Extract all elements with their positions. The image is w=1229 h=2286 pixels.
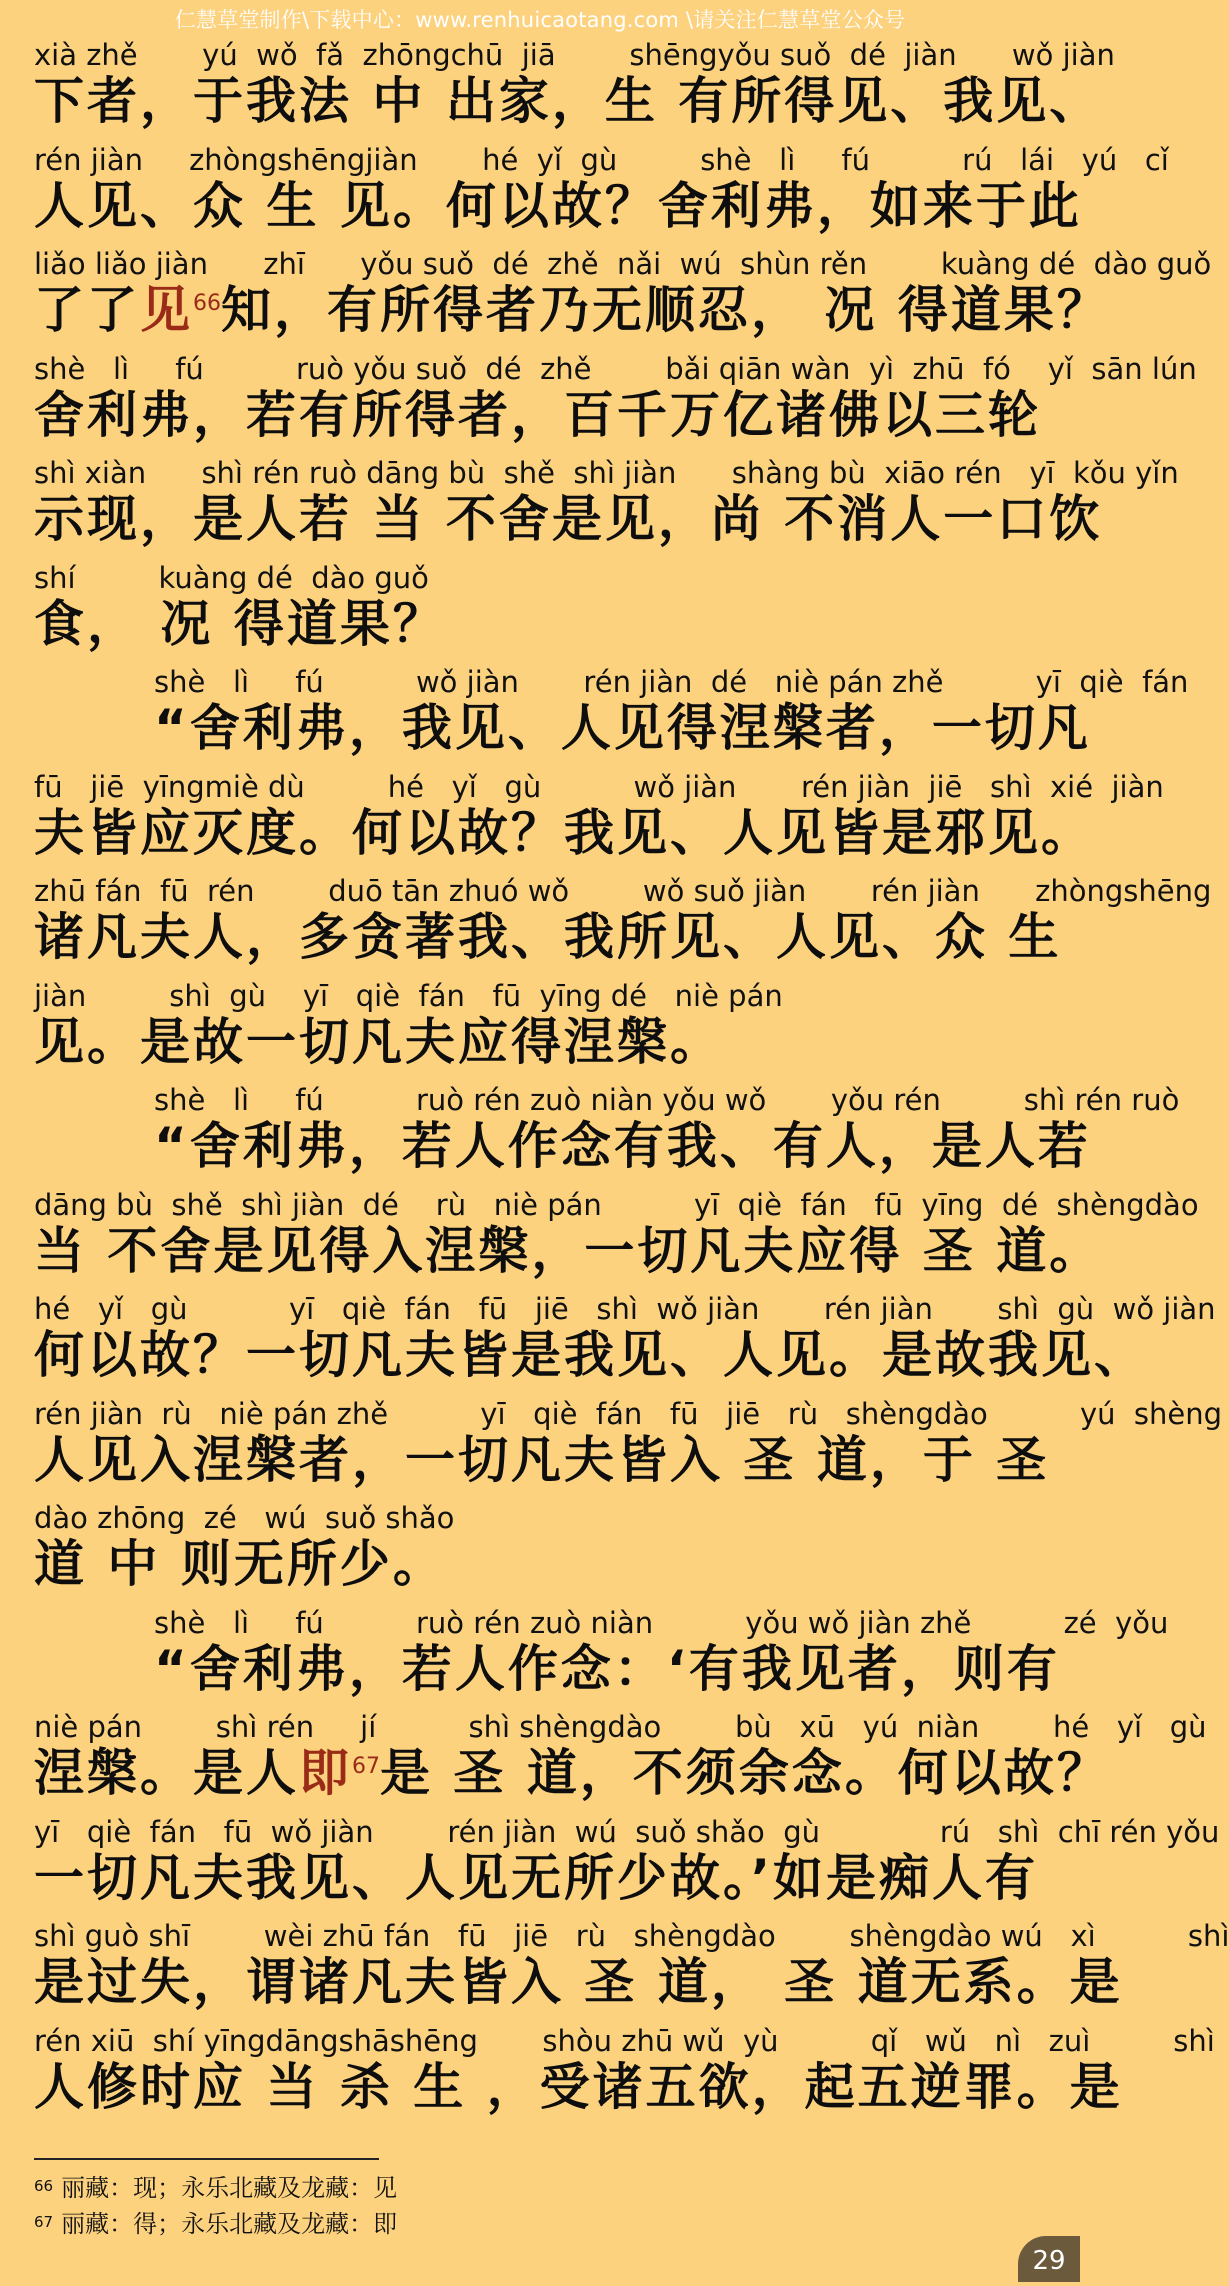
hanzi-row: 是过失，谓诸凡夫皆入 圣 道， 圣 道无系。是 (34, 1953, 1123, 2011)
hanzi-row (34, 281, 1110, 339)
text-line (34, 1605, 1169, 1711)
hanzi-row: 一切凡夫我见、人见无所少故。’如是痴人有 (34, 1848, 1038, 1907)
hanzi-row: “舍利弗，若人作念：‘有我见者，则有 (154, 1639, 1060, 1698)
variant-character: 即 (299, 1744, 352, 1802)
hanzi-segment: 知，有所得者乃无顺忍， 况 得道果？ (221, 281, 1110, 339)
pinyin-row: niè pán shì rén jí shì shèngdào bù xū yú niàn hé yǐ gù (34, 1710, 1207, 1744)
pinyin-row: liǎo liǎo jiàn zhī yǒu suǒ dé zhě nǎi wú shùn rěn kuàng dé dào guǒ (34, 247, 1212, 281)
pinyin-row: zhū fán fū rén duō tān zhuó wǒ wǒ suǒ jiàn rén jiàn zhòngshēng (34, 874, 1212, 908)
footnotes (34, 2170, 397, 2242)
hanzi-row: 舍利弗，若有所得者，百千万亿诸佛以三轮 (34, 385, 1041, 444)
text-line (34, 874, 1212, 979)
text-line (34, 979, 1049, 1084)
pinyin-row: dào zhōng zé wú suǒ shǎo (34, 1501, 455, 1535)
text-line (34, 142, 1169, 248)
pinyin-row: shè lì fú wǒ jiàn rén jiàn dé niè pán zhě yī qiè fán (154, 665, 1189, 699)
hanzi-row: 诸凡夫人，多贪著我、我所见、人见、众 生 (34, 908, 1062, 966)
footnote-ref[interactable]: 66 (193, 291, 221, 316)
hanzi-row: 食， 况 得道果？ (34, 594, 446, 653)
pinyin-row: jiàn shì gù yī qiè fán fū yīng dé niè pán (34, 978, 783, 1013)
hanzi-row: 示现，是人若 当 不舍是见，尚 不消人一口饮 (34, 490, 1103, 548)
footnote-number: 66 (34, 2177, 54, 2195)
hanzi-row: “舍利弗，若人作念有我、有人，是人若 (154, 1117, 1091, 1175)
pinyin-row: shí kuàng dé dào guǒ (34, 560, 429, 595)
hanzi-row: 当 不舍是见得入涅槃，一切凡夫应得 圣 道。 (34, 1221, 1103, 1280)
text-line (34, 351, 1197, 457)
pinyin-row: fū jiē yīngmiè dù hé yǐ gù wǒ jiàn rén jiàn jiē shì xié jiàn (34, 769, 1164, 804)
header-watermark: 仁慧草堂制作\下载中心：www.renhuicaotang.com \请关注仁慧草堂公众号 (174, 8, 906, 32)
hanzi-row (34, 1744, 1110, 1802)
pinyin-row: rén jiàn rù niè pán zhě yī qiè fán fū jiē rù shèngdào yú shèng (34, 1396, 1223, 1431)
pinyin-row: rén xiū shí yīngdāngshāshēng shòu zhū wǔ yù qǐ wǔ nì zuì shì (34, 2023, 1215, 2058)
text-line (34, 1814, 1220, 1920)
text-line (34, 1187, 1199, 1293)
footnote-number: 67 (34, 2213, 54, 2231)
pinyin-row: shì xiàn shì rén ruò dāng bù shě shì jiàn shàng bù xiāo rén yī kǒu yǐn (34, 456, 1179, 490)
text-line (34, 247, 1212, 352)
text-line (34, 1292, 1216, 1397)
pinyin-row: yī qiè fán fū wǒ jiàn rén jiàn wú suǒ shǎo gù rú shì chī rén yǒu (34, 1814, 1220, 1849)
hanzi-row: 人见入涅槃者，一切凡夫皆入 圣 道，于 圣 (34, 1430, 1050, 1489)
text-line (34, 1396, 1223, 1502)
footnote-divider (34, 2158, 379, 2160)
footnote-ref[interactable]: 67 (352, 1754, 380, 1779)
text-line (34, 1710, 1207, 1815)
hanzi-row: “舍利弗，我见、人见得涅槃者，一切凡 (154, 699, 1091, 757)
hanzi-segment: 涅槃。是人 (34, 1744, 299, 1802)
text-line (34, 665, 1189, 770)
hanzi-row: 人见、众 生 见。何以故？舍利弗，如来于此 (34, 176, 1082, 235)
hanzi-row: 下者，于我法 中 出家，生 有所得见、我见、 (34, 72, 1103, 130)
hanzi-row: 见。是故一切凡夫应得涅槃。 (34, 1012, 723, 1071)
footnote-text: 丽藏：得；永乐北藏及龙藏：即 (61, 2210, 398, 2238)
hanzi-row: 夫皆应灭度。何以故？我见、人见皆是邪见。 (34, 803, 1094, 862)
pinyin-row: shè lì fú ruò rén zuò niàn yǒu wǒ jiàn zhě zé yǒu (154, 1605, 1169, 1640)
pinyin-row: shì guò shī wèi zhū fán fū jiē rù shèngdào shèngdào wú xì shì (34, 1919, 1229, 1953)
hanzi-segment: 了了 (34, 281, 140, 339)
text-line (34, 1083, 1180, 1188)
pinyin-row: xià zhě yú wǒ fǎ zhōngchū jiā shēngyǒu suǒ dé jiàn wǒ jiàn (34, 38, 1115, 72)
hanzi-row: 人修时应 当 杀 生 ，受诸五欲，起五逆罪。是 (34, 2057, 1123, 2116)
text-line (34, 561, 1049, 666)
scripture-text (34, 38, 1229, 2128)
footnote-text: 丽藏：现；永乐北藏及龙藏：见 (61, 2174, 398, 2202)
variant-character: 见 (140, 281, 193, 339)
pinyin-row: shè lì fú ruò yǒu suǒ dé zhě bǎi qiān wàn yì zhū fó yǐ sān lún (34, 351, 1197, 386)
text-line (34, 456, 1179, 561)
footnote-item (34, 2206, 397, 2242)
text-line (34, 38, 1115, 143)
text-line (34, 1501, 1049, 1606)
text-line (34, 2023, 1215, 2129)
pinyin-row: rén jiàn zhòngshēngjiàn hé yǐ gù shè lì fú rú lái yú cǐ (34, 142, 1169, 177)
hanzi-row: 道 中 则无所少。 (34, 1535, 446, 1593)
pinyin-row: dāng bù shě shì jiàn dé rù niè pán yī qiè fán fū yīng dé shèngdào (34, 1187, 1199, 1222)
pinyin-row: shè lì fú ruò rén zuò niàn yǒu wǒ yǒu rén shì rén ruò (154, 1083, 1180, 1117)
hanzi-row: 何以故？一切凡夫皆是我见、人见。是故我见、 (34, 1326, 1147, 1384)
hanzi-segment: 是 圣 道，不须余念。何以故？ (380, 1744, 1110, 1802)
text-line (34, 1919, 1229, 2024)
page-number: 29 (1018, 2236, 1080, 2282)
pinyin-row: hé yǐ gù yī qiè fán fū jiē shì wǒ jiàn rén jiàn shì gù wǒ jiàn (34, 1292, 1216, 1326)
footnote-item (34, 2170, 397, 2206)
text-line (34, 769, 1164, 875)
